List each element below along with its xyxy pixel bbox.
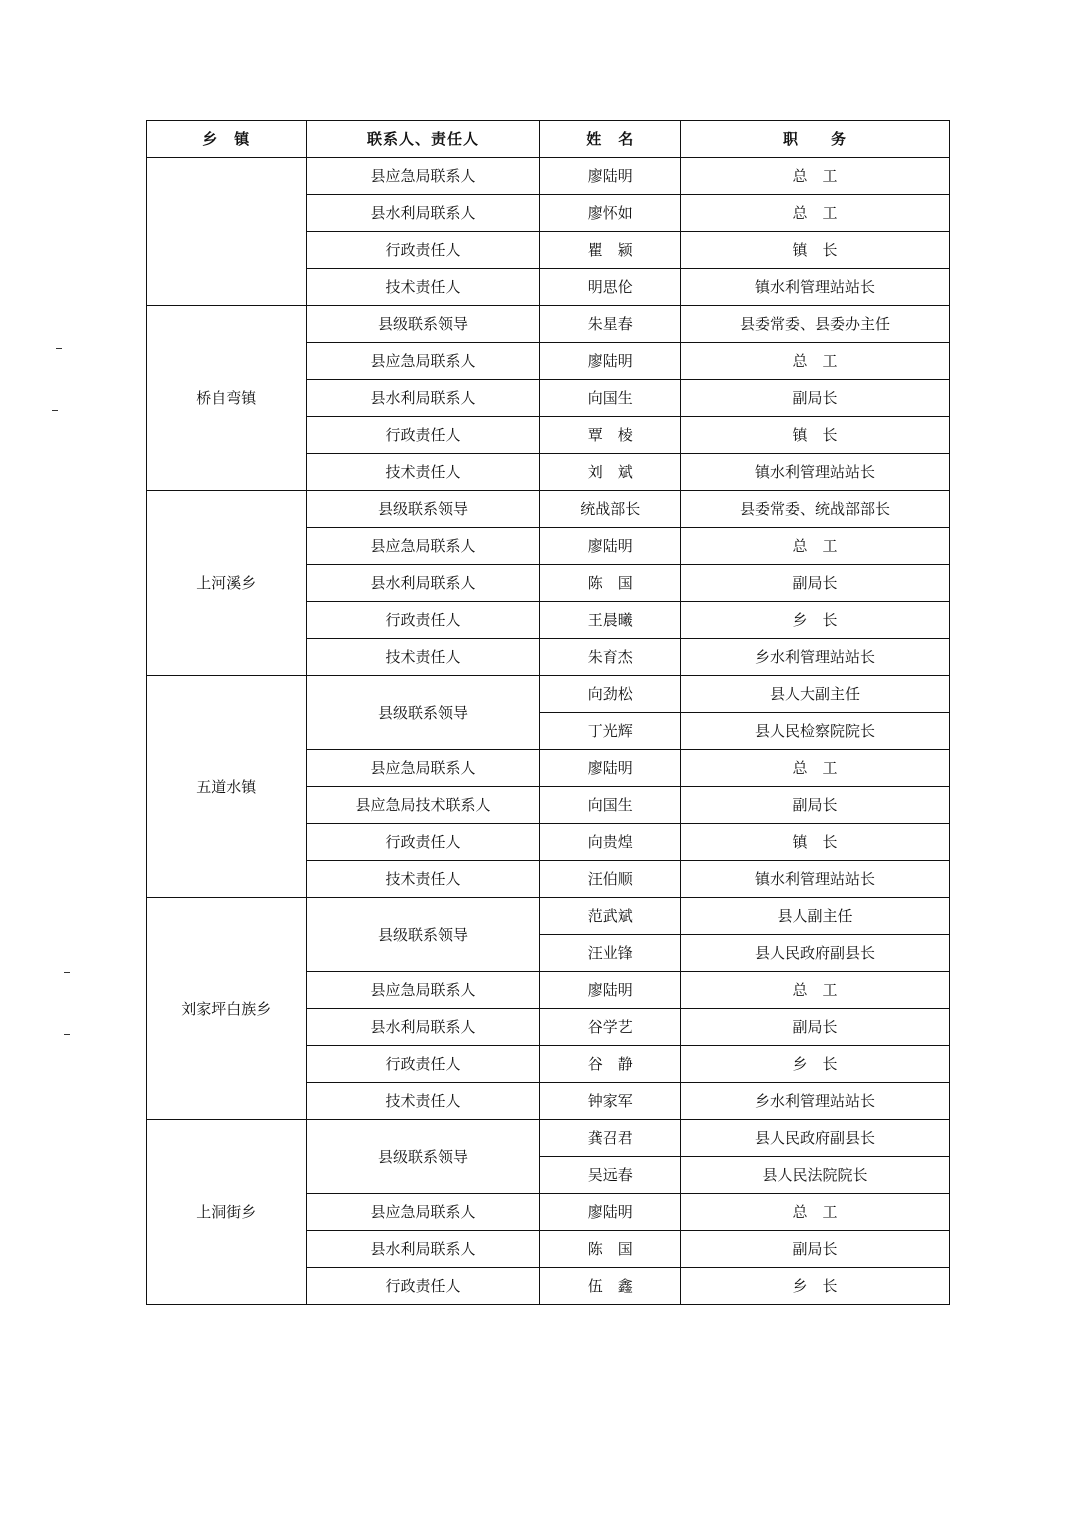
table-header-row (147, 121, 950, 158)
town-cell: 桥自弯镇 (147, 306, 307, 491)
name-cell: 刘 斌 (540, 454, 681, 491)
role-cell: 县应急局联系人 (306, 343, 540, 380)
role-cell: 行政责任人 (306, 1046, 540, 1083)
role-cell: 行政责任人 (306, 417, 540, 454)
post-cell: 总 工 (680, 972, 949, 1009)
role-cell: 县级联系领导 (306, 898, 540, 972)
name-cell: 覃 棱 (540, 417, 681, 454)
post-cell: 总 工 (680, 750, 949, 787)
post-cell: 副局长 (680, 1009, 949, 1046)
table-body (147, 158, 950, 1305)
name-cell: 吴远春 (540, 1157, 681, 1194)
post-cell: 总 工 (680, 195, 949, 232)
name-cell: 瞿 颍 (540, 232, 681, 269)
post-cell: 县委常委、统战部部长 (680, 491, 949, 528)
table-row (147, 306, 950, 343)
name-cell: 伍 鑫 (540, 1268, 681, 1305)
name-cell: 明思伦 (540, 269, 681, 306)
post-cell: 镇 长 (680, 824, 949, 861)
name-cell: 钟家军 (540, 1083, 681, 1120)
role-cell: 县水利局联系人 (306, 1009, 540, 1046)
post-cell: 乡水利管理站站长 (680, 639, 949, 676)
role-cell: 技术责任人 (306, 861, 540, 898)
table-row (147, 676, 950, 713)
role-cell: 县水利局联系人 (306, 565, 540, 602)
header-name: 姓 名 (540, 121, 681, 158)
role-cell: 县应急局技术联系人 (306, 787, 540, 824)
post-cell: 乡 长 (680, 602, 949, 639)
header-post: 职 务 (680, 121, 949, 158)
role-cell: 县应急局联系人 (306, 158, 540, 195)
post-cell: 乡 长 (680, 1046, 949, 1083)
name-cell: 陈 国 (540, 1231, 681, 1268)
post-cell: 总 工 (680, 158, 949, 195)
role-cell: 行政责任人 (306, 602, 540, 639)
name-cell: 朱星春 (540, 306, 681, 343)
post-cell: 镇 长 (680, 417, 949, 454)
scan-mark (64, 972, 70, 973)
role-cell: 县水利局联系人 (306, 195, 540, 232)
scan-mark (64, 1034, 70, 1035)
name-cell: 廖陆明 (540, 1194, 681, 1231)
role-cell: 县应急局联系人 (306, 972, 540, 1009)
name-cell: 汪业锋 (540, 935, 681, 972)
name-cell: 丁光辉 (540, 713, 681, 750)
town-cell: 上河溪乡 (147, 491, 307, 676)
name-cell: 廖陆明 (540, 750, 681, 787)
name-cell: 向国生 (540, 380, 681, 417)
post-cell: 乡 长 (680, 1268, 949, 1305)
name-cell: 龚召君 (540, 1120, 681, 1157)
header-town: 乡 镇 (147, 121, 307, 158)
role-cell: 行政责任人 (306, 232, 540, 269)
role-cell: 技术责任人 (306, 269, 540, 306)
post-cell: 总 工 (680, 528, 949, 565)
scan-mark (56, 348, 62, 349)
role-cell: 县级联系领导 (306, 491, 540, 528)
role-cell: 县级联系领导 (306, 306, 540, 343)
post-cell: 镇水利管理站站长 (680, 454, 949, 491)
post-cell: 副局长 (680, 380, 949, 417)
name-cell: 向贵煌 (540, 824, 681, 861)
town-cell: 上洞街乡 (147, 1120, 307, 1305)
name-cell: 汪伯顺 (540, 861, 681, 898)
contact-responsibility-table (146, 120, 950, 1305)
role-cell: 技术责任人 (306, 454, 540, 491)
post-cell: 乡水利管理站站长 (680, 1083, 949, 1120)
table-row (147, 898, 950, 935)
role-cell: 县应急局联系人 (306, 750, 540, 787)
name-cell: 廖怀如 (540, 195, 681, 232)
post-cell: 总 工 (680, 343, 949, 380)
role-cell: 技术责任人 (306, 639, 540, 676)
table-row (147, 158, 950, 195)
post-cell: 县人民政府副县长 (680, 1120, 949, 1157)
town-cell: 刘家坪白族乡 (147, 898, 307, 1120)
name-cell: 谷学艺 (540, 1009, 681, 1046)
name-cell: 陈 国 (540, 565, 681, 602)
table-row (147, 491, 950, 528)
post-cell: 县人民检察院院长 (680, 713, 949, 750)
header-role: 联系人、责任人 (306, 121, 540, 158)
post-cell: 镇水利管理站站长 (680, 269, 949, 306)
post-cell: 镇 长 (680, 232, 949, 269)
post-cell: 副局长 (680, 1231, 949, 1268)
name-cell: 廖陆明 (540, 972, 681, 1009)
name-cell: 廖陆明 (540, 158, 681, 195)
town-cell: 五道水镇 (147, 676, 307, 898)
name-cell: 统战部长 (540, 491, 681, 528)
role-cell: 行政责任人 (306, 824, 540, 861)
post-cell: 县人民政府副县长 (680, 935, 949, 972)
post-cell: 副局长 (680, 565, 949, 602)
role-cell: 县水利局联系人 (306, 1231, 540, 1268)
post-cell: 县人大副主任 (680, 676, 949, 713)
table-row (147, 1120, 950, 1157)
role-cell: 县应急局联系人 (306, 1194, 540, 1231)
role-cell: 县级联系领导 (306, 676, 540, 750)
name-cell: 王晨曦 (540, 602, 681, 639)
post-cell: 总 工 (680, 1194, 949, 1231)
scan-mark (52, 410, 58, 411)
post-cell: 县人副主任 (680, 898, 949, 935)
role-cell: 县级联系领导 (306, 1120, 540, 1194)
town-cell (147, 158, 307, 306)
name-cell: 向国生 (540, 787, 681, 824)
post-cell: 县人民法院院长 (680, 1157, 949, 1194)
role-cell: 行政责任人 (306, 1268, 540, 1305)
role-cell: 县应急局联系人 (306, 528, 540, 565)
post-cell: 镇水利管理站站长 (680, 861, 949, 898)
name-cell: 谷 静 (540, 1046, 681, 1083)
name-cell: 朱育杰 (540, 639, 681, 676)
role-cell: 技术责任人 (306, 1083, 540, 1120)
post-cell: 县委常委、县委办主任 (680, 306, 949, 343)
name-cell: 廖陆明 (540, 528, 681, 565)
name-cell: 向劲松 (540, 676, 681, 713)
name-cell: 范武斌 (540, 898, 681, 935)
name-cell: 廖陆明 (540, 343, 681, 380)
post-cell: 副局长 (680, 787, 949, 824)
role-cell: 县水利局联系人 (306, 380, 540, 417)
